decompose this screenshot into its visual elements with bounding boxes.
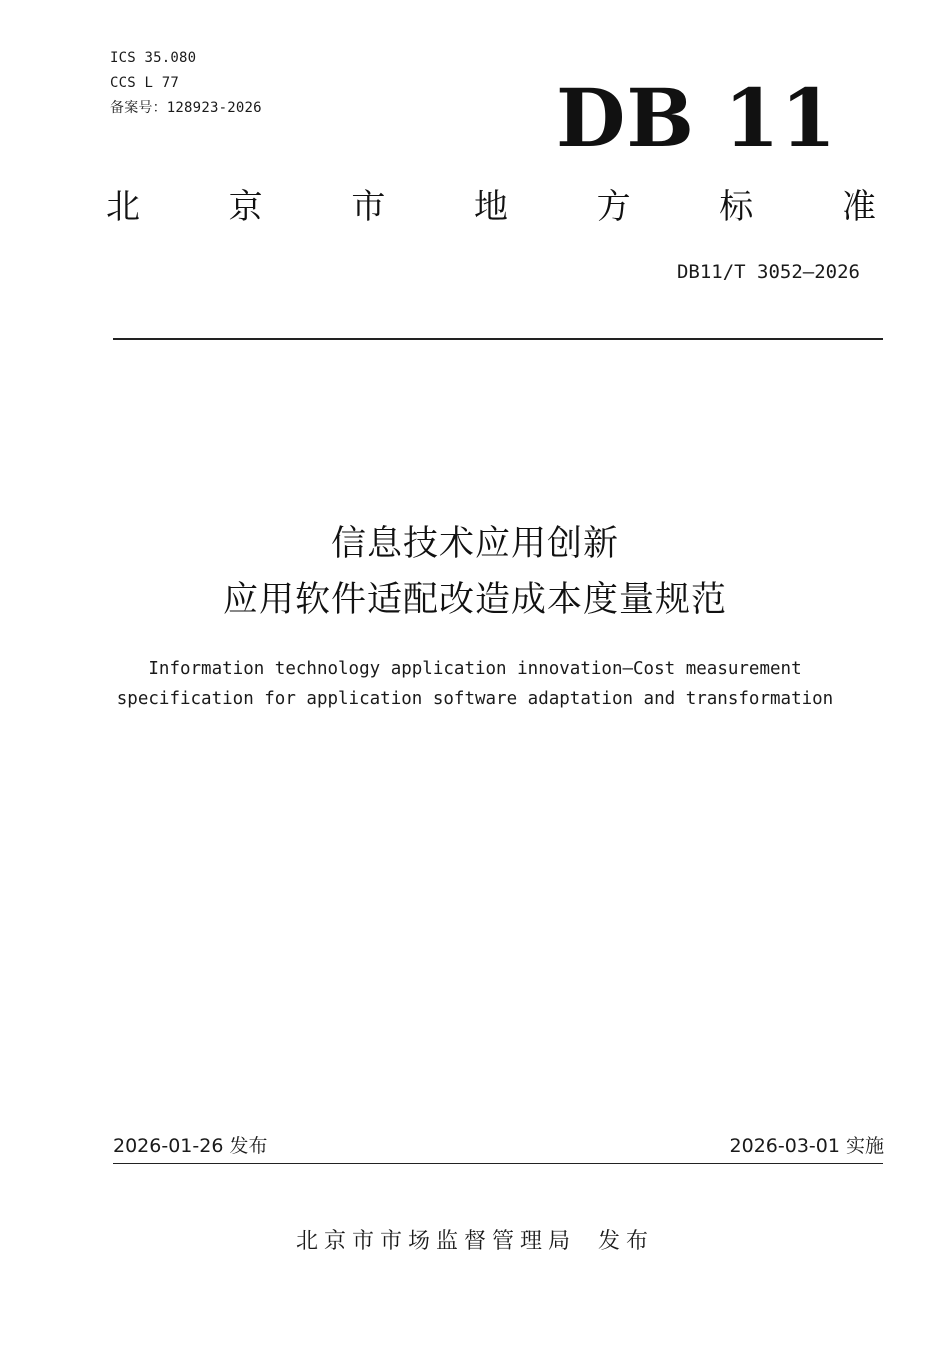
chinese-title <box>0 516 950 628</box>
english-title-line-1: Information technology application innovation—Cost measurement <box>148 659 802 679</box>
issue-date: 2026-01-26 发布 <box>113 1135 268 1157</box>
header-divider <box>113 338 883 340</box>
standard-type-char: 地 <box>473 187 508 227</box>
english-title <box>0 654 950 714</box>
standard-type-char: 京 <box>228 187 263 227</box>
standard-type-char: 标 <box>719 187 754 227</box>
standard-type-heading <box>106 186 876 228</box>
issuing-authority <box>0 1226 950 1258</box>
issuer-action: 发布 <box>598 1229 655 1254</box>
standard-type-char: 方 <box>596 187 631 227</box>
effective-date: 2026-03-01 实施 <box>729 1135 884 1157</box>
standard-number: DB11/T 3052—2026 <box>676 261 860 283</box>
standard-type-char: 市 <box>351 187 386 227</box>
ics-code: ICS 35.080 <box>110 50 197 66</box>
standard-type-char: 准 <box>841 187 876 227</box>
filing-number: 备案号：128923-2026 <box>110 100 262 116</box>
classification-block <box>110 46 262 121</box>
standard-type-char: 北 <box>106 187 140 227</box>
ccs-code: CCS L 77 <box>110 75 180 91</box>
db-standard-mark: DB 11 <box>556 71 838 165</box>
english-title-line-2: specification for application software adaptation and transformation <box>116 689 834 709</box>
footer-divider <box>113 1163 883 1164</box>
issuer-name: 北京市市场监督管理局 <box>295 1229 576 1254</box>
chinese-title-line-2: 应用软件适配改造成本度量规范 <box>222 580 727 620</box>
chinese-title-line-1: 信息技术应用创新 <box>330 524 619 564</box>
